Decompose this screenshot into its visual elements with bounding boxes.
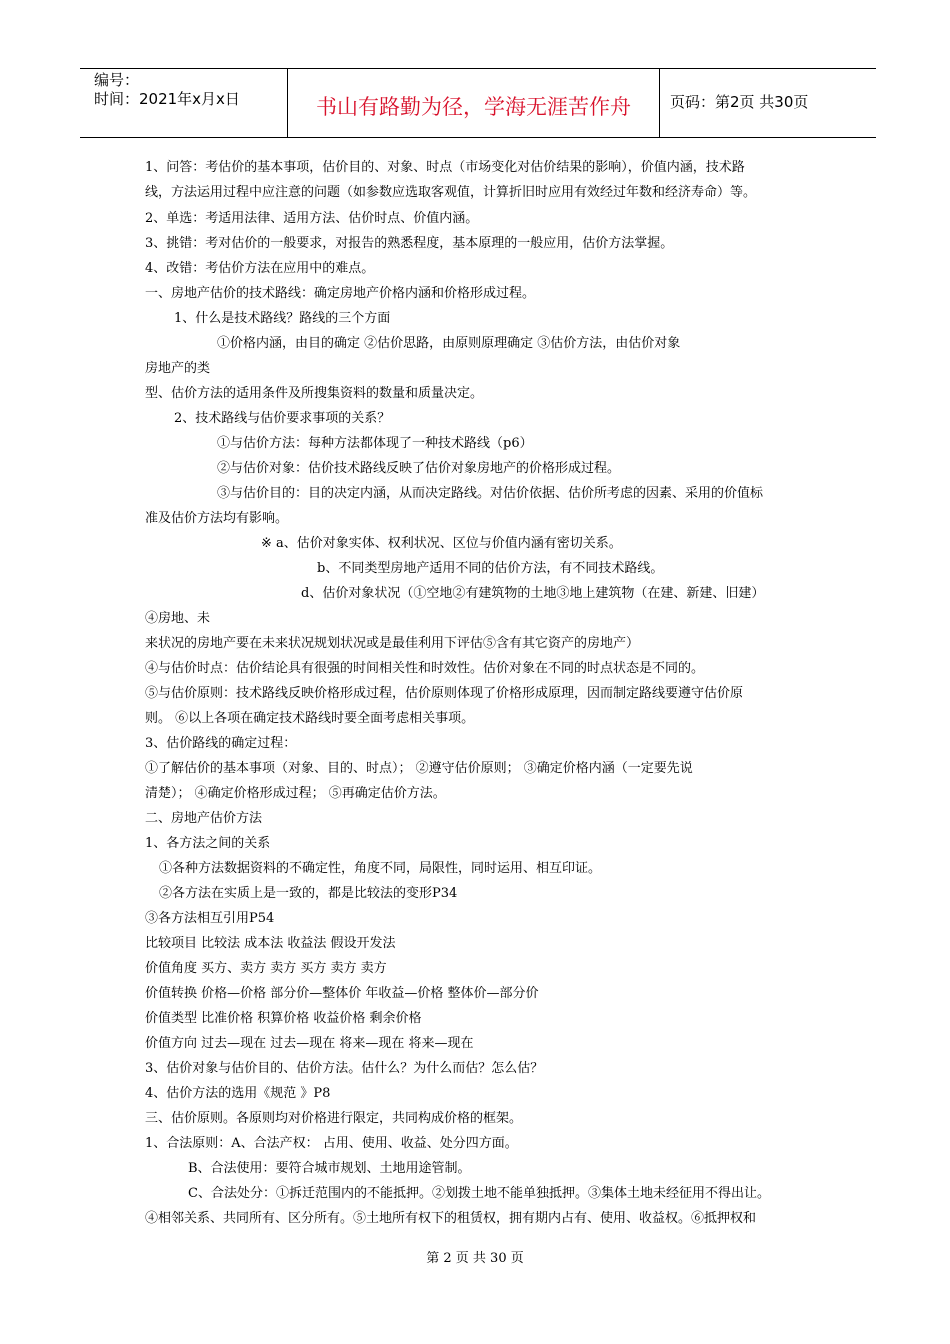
text-line: 来状况的房地产要在未来状况规划状况或是最佳利用下评估⑤含有其它资产的房地产） bbox=[145, 636, 640, 651]
text-line: ②各方法在实质上是一致的，都是比较法的变形P34 bbox=[159, 886, 458, 901]
text-line: 比较项目 比较法 成本法 收益法 假设开发法 bbox=[145, 936, 396, 951]
text-line: 价值转换 价格—价格 部分价—整体价 年收益—价格 整体价—部分价 bbox=[145, 986, 539, 1001]
header-table bbox=[80, 68, 876, 138]
text-line: ④与估价时点：估价结论具有很强的时间相关性和时效性。估价对象在不同的时点状态是不同的。 bbox=[145, 661, 705, 676]
text-line: 3、挑错：考对估价的一般要求，对报告的熟悉程度，基本原理的一般应用，估价方法掌握。 bbox=[145, 236, 674, 251]
text-line: ⑤与估价原则：技术路线反映价格形成过程，估价原则体现了价格形成原理，因而制定路线要遵守估价原 bbox=[145, 686, 744, 701]
page-footer: 第 2 页 共 30 页 bbox=[426, 1251, 524, 1266]
text-line: ③各方法相互引用P54 bbox=[145, 911, 275, 926]
text-line: ④房地、未 bbox=[145, 611, 211, 626]
text-line: b、不同类型房地产适用不同的估价方法，有不同技术路线。 bbox=[317, 561, 664, 576]
text-line: ②与估价对象：估价技术路线反映了估价对象房地产的价格形成过程。 bbox=[217, 461, 621, 476]
text-line: 线，方法运用过程中应注意的问题（如参数应选取客观值，计算折旧时应用有效经过年数和经济寿命）等。 bbox=[145, 185, 757, 200]
text-line: 则。 ⑥以上各项在确定技术路线时要全面考虑相关事项。 bbox=[145, 711, 475, 726]
text-line: 3、估价对象与估价目的、估价方法。估什么？为什么而估？怎么估？ bbox=[145, 1061, 544, 1076]
text-line: 价值角度 买方、卖方 卖方 买方 卖方 卖方 bbox=[145, 961, 387, 976]
text-line: 房地产的类 bbox=[145, 361, 211, 376]
text-line: 三、估价原则。各原则均对价格进行限定，共同构成价格的框架。 bbox=[145, 1111, 523, 1126]
text-line: 准及估价方法均有影响。 bbox=[145, 511, 289, 526]
text-line: B、合法使用：要符合城市规划、土地用途管制。 bbox=[188, 1161, 471, 1176]
text-line: 一、房地产估价的技术路线：确定房地产价格内涵和价格形成过程。 bbox=[145, 286, 536, 301]
text-line: 2、技术路线与估价要求事项的关系？ bbox=[174, 411, 391, 426]
text-line: 型、估价方法的适用条件及所搜集资料的数量和质量决定。 bbox=[145, 386, 484, 401]
text-line: 4、改错：考估价方法在应用中的难点。 bbox=[145, 261, 375, 276]
text-line: ③与估价目的：目的决定内涵，从而决定路线。对估价依据、估价所考虑的因素、采用的价值标 bbox=[217, 486, 764, 501]
header-motto: 书山有路勤为径，学海无涯苦作舟 bbox=[316, 95, 631, 119]
text-line: 价值方向 过去—现在 过去—现在 将来—现在 将来—现在 bbox=[145, 1036, 474, 1051]
header-left-cell bbox=[94, 71, 240, 109]
text-line: 3、估价路线的确定过程： bbox=[145, 736, 297, 751]
text-line: ①价格内涵，由目的确定 ②估价思路，由原则原理确定 ③估价方法，由估价对象 bbox=[217, 336, 681, 351]
text-line: C、合法处分：①拆迁范围内的不能抵押。②划拨土地不能单独抵押。③集体土地未经征用不得出让。 bbox=[188, 1186, 770, 1201]
text-line: 1、合法原则：A、合法产权： 占用、使用、收益、处分四方面。 bbox=[145, 1136, 518, 1151]
text-line: 2、单选：考适用法律、适用方法、估价时点、价值内涵。 bbox=[145, 211, 479, 226]
time-label: 时间：2021年x月x日 bbox=[94, 90, 240, 108]
text-line: 二、房地产估价方法 bbox=[145, 811, 263, 826]
header-divider bbox=[659, 69, 660, 137]
text-line: 1、各方法之间的关系 bbox=[145, 836, 271, 851]
text-line: ①与估价方法：每种方法都体现了一种技术路线（p6） bbox=[217, 436, 533, 451]
text-line: ※ a、估价对象实体、权利状况、区位与价值内涵有密切关系。 bbox=[261, 536, 622, 551]
text-line: d、估价对象状况（①空地②有建筑物的土地③地上建筑物（在建、新建、旧建） bbox=[301, 586, 765, 601]
text-line: ④相邻关系、共同所有、区分所有。⑤土地所有权下的租赁权，拥有期内占有、使用、收益权。⑥抵押权和 bbox=[145, 1211, 757, 1226]
text-line: 价值类型 比准价格 积算价格 收益价格 剩余价格 bbox=[145, 1011, 422, 1026]
text-line: ①各种方法数据资料的不确定性，角度不同，局限性，同时运用、相互印证。 bbox=[159, 861, 602, 876]
page-number-label: 页码：第2页 共30页 bbox=[670, 93, 809, 111]
text-line: 清楚）； ④确定价格形成过程； ⑤再确定估价方法。 bbox=[145, 786, 446, 801]
text-line: 1、问答：考估价的基本事项，估价目的、对象、时点（市场变化对估价结果的影响），价值内涵，技术路 bbox=[145, 160, 745, 175]
code-label: 编号： bbox=[94, 71, 140, 89]
text-line: ①了解估价的基本事项（对象、目的、时点）； ②遵守估价原则； ③确定价格内涵（一定要先说 bbox=[145, 761, 693, 776]
text-line: 4、估价方法的选用《规范 》P8 bbox=[145, 1086, 331, 1101]
text-line: 1、什么是技术路线？路线的三个方面 bbox=[174, 311, 391, 326]
